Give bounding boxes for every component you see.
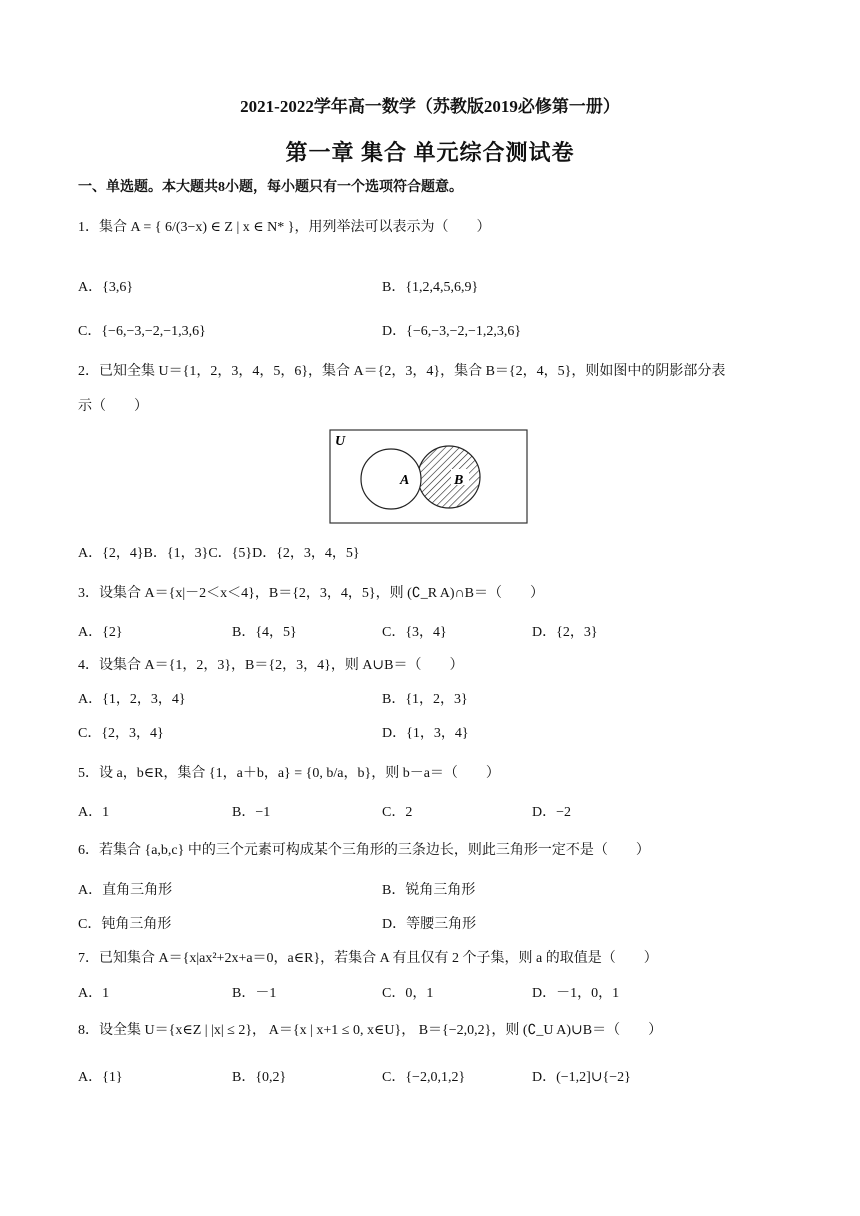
question-5-option-d: D．−2: [532, 805, 572, 820]
venn-label-b: B: [454, 473, 464, 488]
question-8-stem: 8．设全集 U＝{x∈Z | |x| ≤ 2}， A＝{x | x+1 ≤ 0, x∈U}， B＝{−2,0,2}，则 (∁_U A)∪B＝（ ）: [78, 1023, 663, 1038]
question-3-option-a: A．{2}: [78, 625, 123, 640]
question-1-option-c: C．{−6,−3,−2,−1,3,6}: [78, 324, 206, 339]
question-2-stem-line1: 2．已知全集 U＝{1，2，3，4，5，6}，集合 A＝{2，3，4}，集合 B＝{2，4，5}，则如图中的阴影部分表: [78, 364, 726, 379]
venn-label-u: U: [335, 434, 346, 449]
question-1-option-b: B．{1,2,4,5,6,9}: [382, 280, 479, 295]
question-7-option-a: A．1: [78, 986, 110, 1001]
question-3-stem: 3．设集合 A＝{x|－2＜x＜4}，B＝{2，3，4，5}，则 (∁_R A)∩B＝（ ）: [78, 586, 544, 601]
question-5-option-b: B．−1: [232, 805, 271, 820]
question-4-option-d: D．{1，3，4}: [382, 726, 469, 741]
question-8-option-d: D．(−1,2]∪{−2}: [532, 1070, 631, 1085]
venn-diagram: [329, 429, 529, 525]
question-8-option-a: A．{1}: [78, 1070, 123, 1085]
question-3-option-d: D．{2，3}: [532, 625, 598, 640]
question-1-stem: 1．集合 A = { 6/(3−x) ∈ Z | x ∈ N* }，用列举法可以表示为（ ）: [78, 220, 491, 235]
question-6-option-d: D．等腰三角形: [382, 917, 477, 932]
document-title: 第一章 集合 单元综合测试卷: [285, 140, 575, 165]
question-5-option-a: A．1: [78, 805, 110, 820]
question-7-option-d: D．－1，0，1: [532, 986, 620, 1001]
question-8-option-b: B．{0,2}: [232, 1070, 287, 1085]
question-4-option-c: C．{2，3，4}: [78, 726, 164, 741]
document-subtitle: 2021-2022学年高一数学（苏教版2019必修第一册）: [240, 97, 620, 116]
question-4-option-a: A．{1，2，3，4}: [78, 692, 186, 707]
question-8-option-c: C．{−2,0,1,2}: [382, 1070, 466, 1085]
question-3-option-b: B．{4，5}: [232, 625, 297, 640]
question-6-option-c: C．钝角三角形: [78, 917, 172, 932]
question-1-option-a: A．{3,6}: [78, 280, 134, 295]
question-7-option-c: C．0，1: [382, 986, 434, 1001]
question-5-option-c: C．2: [382, 805, 413, 820]
set-b-circle: [418, 446, 480, 508]
section-heading: 一、单选题。本大题共8小题，每小题只有一个选项符合题意。: [78, 180, 463, 195]
question-5-stem: 5．设 a，b∈R，集合 {1，a＋b，a} = {0, b/a，b}，则 b－a＝（ ）: [78, 766, 500, 781]
question-1-option-d: D．{−6,−3,−2,−1,2,3,6}: [382, 324, 522, 339]
venn-label-a: A: [400, 473, 410, 488]
question-2-options: A．{2，4}B．{1，3}C．{5}D．{2，3，4，5}: [78, 546, 360, 561]
set-a-circle: [361, 449, 421, 509]
question-7-option-b: B．－1: [232, 986, 277, 1001]
question-6-option-b: B．锐角三角形: [382, 883, 476, 898]
question-4-stem: 4．设集合 A＝{1，2，3}，B＝{2，3，4}，则 A∪B＝（ ）: [78, 658, 464, 673]
question-4-option-b: B．{1，2，3}: [382, 692, 468, 707]
question-2-stem-line2: 示（ ）: [78, 399, 148, 414]
question-7-stem: 7．已知集合 A＝{x|ax²+2x+a＝0，a∈R}，若集合 A 有且仅有 2 个子集，则 a 的取值是（ ）: [78, 951, 658, 966]
question-3-option-c: C．{3，4}: [382, 625, 447, 640]
question-6-stem: 6．若集合 {a,b,c} 中的三个元素可构成某个三角形的三条边长，则此三角形一定不是（ ）: [78, 843, 650, 858]
question-6-option-a: A．直角三角形: [78, 883, 173, 898]
